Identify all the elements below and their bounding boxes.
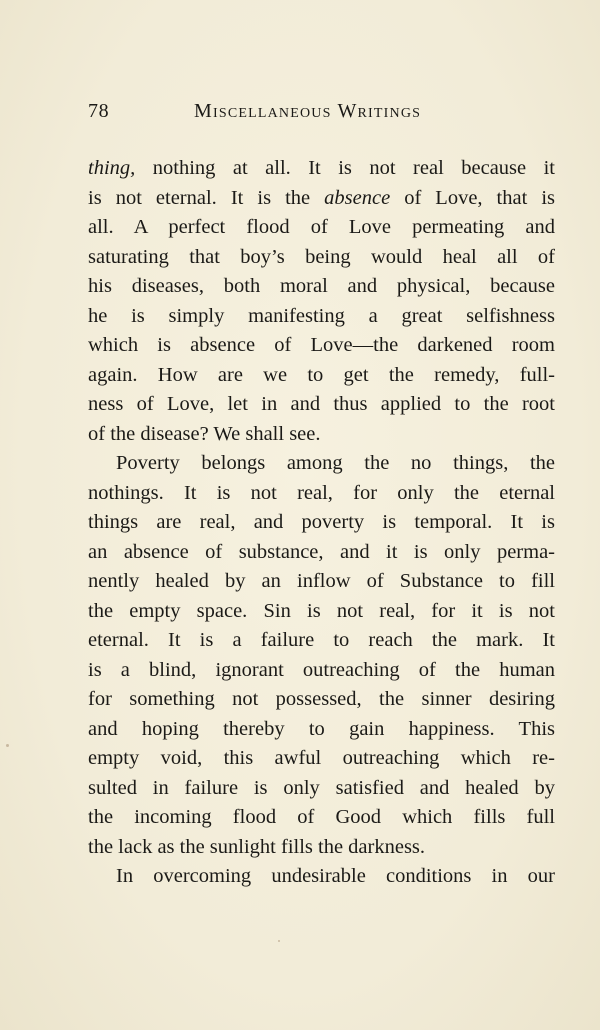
text-line: eternal. It is a failure to reach the mark. It bbox=[88, 629, 555, 651]
text-line: which is absence of Love—the darkened room bbox=[88, 334, 555, 356]
text-line: of the disease? We shall see. bbox=[88, 422, 321, 445]
text-line: In overcoming undesirable conditions in our bbox=[116, 865, 555, 887]
text-segment: is not eternal. It is the bbox=[88, 186, 325, 209]
italic-word: thing, bbox=[88, 157, 136, 179]
text-line: again. How are we to get the remedy, full- bbox=[88, 363, 555, 386]
text-line: empty void, this awful outreaching which re- bbox=[88, 747, 555, 769]
text-line: nothings. It is not real, for only the eternal bbox=[88, 481, 555, 504]
text-line: the lack as the sunlight fills the darkness. bbox=[88, 835, 426, 858]
text-line: the incoming flood of Good which fills full bbox=[88, 806, 555, 828]
text-line: ness of Love, let in and thus applied to the root bbox=[88, 393, 555, 415]
paper-speck bbox=[6, 744, 9, 747]
text-line: things are real, and poverty is temporal. It is bbox=[88, 511, 555, 533]
text-line: and hoping thereby to gain happiness. This bbox=[88, 717, 555, 740]
italic-word: absence bbox=[324, 186, 391, 209]
text-line: nently healed by an inflow of Substance to fill bbox=[88, 570, 555, 592]
running-header bbox=[88, 100, 556, 128]
body-text bbox=[88, 154, 555, 892]
text-line: saturating that boy’s being would heal all of bbox=[88, 245, 555, 268]
text-segment: of Love, that is bbox=[390, 186, 555, 209]
page-number: 78 bbox=[88, 100, 110, 122]
text-line: an absence of substance, and it is only perma- bbox=[88, 540, 555, 563]
text-line: all. A perfect flood of Love permeating and bbox=[88, 216, 555, 238]
text-line: the empty space. Sin is not real, for it is not bbox=[88, 599, 555, 622]
text-line: he is simply manifesting a great selfishness bbox=[88, 304, 555, 327]
paper-speck bbox=[278, 940, 280, 942]
text-line: sulted in failure is only satisfied and healed by bbox=[88, 776, 555, 799]
text-line: his diseases, both moral and physical, because bbox=[88, 275, 555, 297]
text-line bbox=[88, 184, 555, 214]
text-line: Poverty belongs among the no things, the bbox=[116, 452, 555, 474]
text-line: for something not possessed, the sinner desiring bbox=[88, 688, 555, 710]
text-line: is a blind, ignorant outreaching of the human bbox=[88, 658, 555, 681]
text-line bbox=[88, 154, 555, 184]
text-segment: nothing at all. It is not real because it bbox=[135, 157, 555, 179]
running-title: Miscellaneous Writings bbox=[194, 100, 422, 122]
